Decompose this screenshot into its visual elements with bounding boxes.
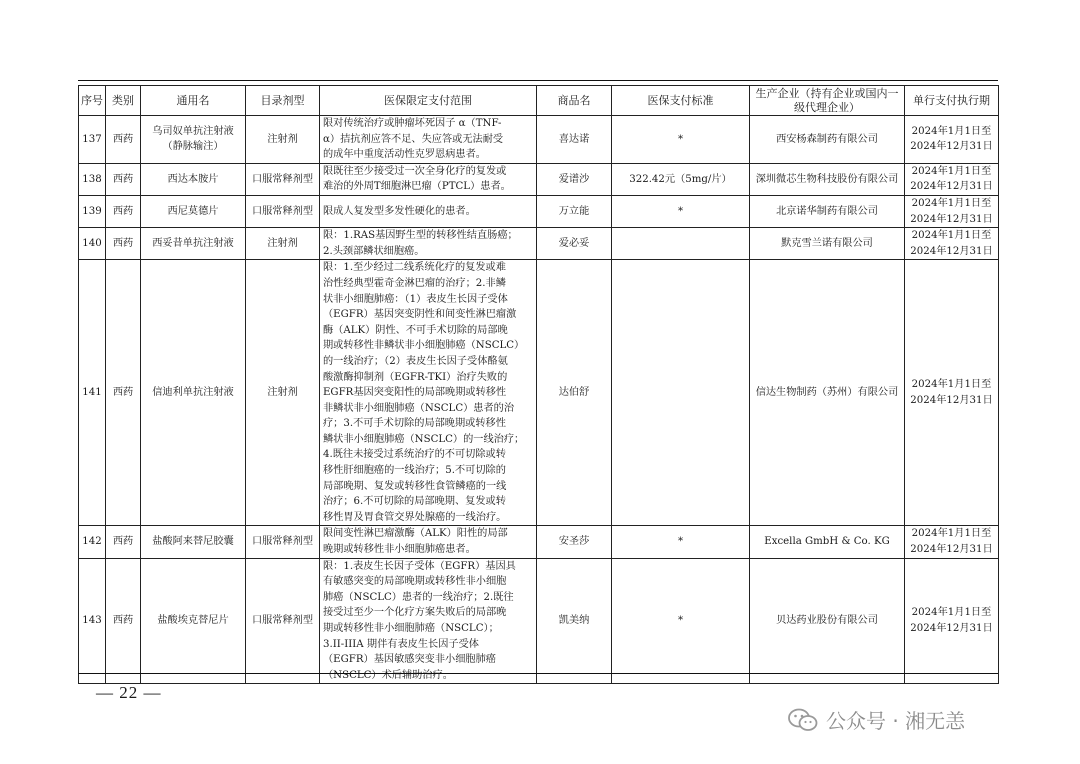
category-cell: 西药 — [106, 228, 141, 260]
payment-scope-cell-line: （NSCLC）术后辅助治疗。 — [323, 669, 453, 681]
execution-period-cell-line: 2024年12月31日 — [910, 544, 993, 556]
payment-scope-cell-line: 疗；3.不可手术切除的局部晚期或转移性 — [323, 418, 506, 430]
payment-scope-cell-line: （EGFR）基因突变阴性和间变性淋巴瘤激 — [323, 309, 517, 321]
row-number: 142 — [79, 526, 106, 558]
generic-name-cell-line: 盐酸阿来替尼胶囊 — [152, 536, 234, 548]
table-row — [79, 260, 999, 526]
execution-period-cell — [905, 228, 999, 260]
payment-standard-cell: * — [612, 195, 750, 227]
payment-scope-cell-line: 移性胃及胃食管交界处腺癌的一线治疗。 — [323, 511, 507, 523]
row-number: 143 — [79, 558, 106, 684]
category-cell: 西药 — [106, 116, 141, 164]
manufacturer-cell: 贝达药业股份有限公司 — [750, 558, 905, 684]
row-number: 137 — [79, 116, 106, 164]
generic-name-cell — [141, 195, 246, 227]
payment-scope-cell-line: 非鳞状非小细胞肺癌（NSCLC）患者的治 — [323, 402, 515, 414]
manufacturer-cell: 西安杨森制药有限公司 — [750, 116, 905, 164]
generic-name-cell-line: 西达本胺片 — [167, 173, 219, 185]
execution-period-cell-line: 2024年1月1日至 — [911, 165, 992, 177]
payment-scope-cell-line: 移性肝细胞癌的一线治疗；5.不可切除的 — [323, 465, 506, 477]
generic-name-cell-line: 信迪利单抗注射液 — [152, 387, 234, 399]
execution-period-cell-line: 2024年1月1日至 — [911, 125, 992, 137]
header-dosage-form: 目录剂型 — [246, 86, 320, 116]
execution-period-cell-line: 2024年12月31日 — [910, 623, 993, 634]
payment-standard-cell: * — [612, 558, 750, 684]
manufacturer-cell: 深圳微芯生物科技股份有限公司 — [750, 163, 905, 195]
generic-name-cell-line: 西妥昔单抗注射液 — [152, 237, 234, 249]
payment-scope-cell — [320, 260, 537, 526]
generic-name-cell — [141, 228, 246, 260]
brand-name-cell: 凯美纳 — [537, 558, 612, 684]
payment-scope-cell-line: 期或转移性非小细胞肺癌（NSCLC）； — [323, 623, 499, 634]
execution-period-cell-line: 2024年12月31日 — [910, 141, 993, 153]
table-row — [79, 163, 999, 195]
dosage-form-cell: 口服常释剂型 — [246, 163, 320, 195]
brand-name-cell: 万立能 — [537, 195, 612, 227]
table-row — [79, 558, 999, 684]
payment-scope-cell-line: 酶（ALK）阴性、不可手术切除的局部晚 — [323, 324, 508, 336]
brand-name-cell: 达伯舒 — [537, 260, 612, 526]
payment-scope-cell-line: 的一线治疗；（2）表皮生长因子受体酪氨 — [323, 355, 508, 367]
payment-scope-cell — [320, 116, 537, 164]
execution-period-cell-line: 2024年1月1日至 — [911, 230, 992, 242]
payment-scope-cell-line: 鳞状非小细胞肺癌（NSCLC）的一线治疗； — [323, 433, 525, 445]
generic-name-cell-line: （静脉输注） — [162, 141, 224, 153]
payment-scope-cell-line: EGFR基因突变阳性的局部晚期或转移性 — [323, 387, 507, 399]
payment-scope-cell-line: 局部晚期、复发或转移性食管鳞癌的一线 — [323, 480, 507, 492]
dosage-form-cell: 口服常释剂型 — [246, 195, 320, 227]
payment-scope-cell-line: 4.既往未接受过系统治疗的不可切除或转 — [323, 449, 506, 461]
row-number: 139 — [79, 195, 106, 227]
generic-name-cell-line: 乌司奴单抗注射液 — [152, 125, 234, 137]
header-execution-period: 单行支付执行期 — [905, 86, 999, 116]
table-bottom-rule — [78, 673, 998, 674]
table-row — [79, 116, 999, 164]
dosage-form-cell: 注射剂 — [246, 116, 320, 164]
execution-period-cell-line: 2024年12月31日 — [910, 213, 993, 225]
watermark — [788, 705, 965, 734]
brand-name-cell: 爱谱沙 — [537, 163, 612, 195]
header-category: 类别 — [106, 86, 141, 116]
brand-name-cell: 喜达诺 — [537, 116, 612, 164]
payment-standard-cell: 322.42元（5mg/片） — [612, 163, 750, 195]
dosage-form-cell: 注射剂 — [246, 260, 320, 526]
table-header-row — [79, 86, 999, 116]
generic-name-cell — [141, 526, 246, 558]
payment-scope-cell-line: 限既往至少接受过一次全身化疗的复发或 — [323, 165, 507, 177]
brand-name-cell: 安圣莎 — [537, 526, 612, 558]
payment-standard-cell — [612, 260, 750, 526]
dosage-form-cell: 口服常释剂型 — [246, 558, 320, 684]
execution-period-cell-line: 2024年12月31日 — [910, 394, 993, 406]
payment-scope-cell-line: 状非小细胞肺癌：（1）表皮生长因子受体 — [323, 293, 508, 305]
row-number: 140 — [79, 228, 106, 260]
category-cell: 西药 — [106, 195, 141, 227]
dosage-form-cell: 口服常释剂型 — [246, 526, 320, 558]
execution-period-cell-line: 2024年12月31日 — [910, 181, 993, 193]
wechat-icon — [788, 708, 818, 732]
watermark-text: 公众号 · 湘无恙 — [826, 709, 966, 733]
execution-period-cell-line: 2024年1月1日至 — [911, 197, 992, 209]
payment-scope-cell — [320, 195, 537, 227]
generic-name-cell-line: 西尼莫德片 — [167, 205, 219, 217]
table-row — [79, 195, 999, 227]
execution-period-cell — [905, 558, 999, 684]
generic-name-cell-line: 盐酸埃克替尼片 — [157, 615, 229, 627]
payment-scope-cell-line: 有敏感突变的局部晚期或转移性非小细胞 — [323, 576, 507, 588]
category-cell: 西药 — [106, 163, 141, 195]
payment-scope-cell-line: 限：1.RAS基因野生型的转移性结直肠癌； — [323, 230, 518, 242]
payment-scope-cell-line: （EGFR）基因敏感突变非小细胞肺癌 — [323, 654, 496, 666]
execution-period-cell-line: 2024年1月1日至 — [911, 528, 992, 540]
payment-scope-cell-line: 治性经典型霍奇金淋巴瘤的治疗；2.非鳞 — [323, 277, 506, 289]
header-payment-standard: 医保支付标准 — [612, 86, 750, 116]
row-number: 138 — [79, 163, 106, 195]
header-no: 序号 — [79, 86, 106, 116]
payment-scope-cell-line: 难治的外周T细胞淋巴瘤（PTCL）患者。 — [323, 181, 511, 193]
category-cell: 西药 — [106, 260, 141, 526]
drug-payment-table — [78, 85, 999, 684]
generic-name-cell — [141, 163, 246, 195]
header-payment-scope: 医保限定支付范围 — [320, 86, 537, 116]
payment-scope-cell-line: 限间变性淋巴瘤激酶（ALK）阳性的局部 — [323, 528, 508, 540]
payment-scope-cell-line: 2.头颈部鳞状细胞癌。 — [323, 245, 425, 257]
header-brand-name: 商品名 — [537, 86, 612, 116]
execution-period-cell — [905, 163, 999, 195]
payment-scope-cell-line: 限：1.至少经过二线系统化疗的复发或难 — [323, 262, 506, 274]
payment-scope-cell-line: 的成年中重度活动性克罗恩病患者。 — [323, 149, 486, 161]
payment-scope-cell-line: 限对传统治疗或肿瘤坏死因子 α（TNF- — [323, 118, 502, 129]
dosage-form-cell: 注射剂 — [246, 228, 320, 260]
payment-standard-cell: * — [612, 116, 750, 164]
header-generic-name: 通用名 — [141, 86, 246, 116]
table-top-rule — [78, 80, 998, 81]
payment-scope-cell — [320, 558, 537, 684]
execution-period-cell — [905, 195, 999, 227]
manufacturer-cell: 北京诺华制药有限公司 — [750, 195, 905, 227]
row-number: 141 — [79, 260, 106, 526]
manufacturer-cell: 信达生物制药（苏州）有限公司 — [750, 260, 905, 526]
payment-standard-cell — [612, 228, 750, 260]
payment-scope-cell — [320, 526, 537, 558]
execution-period-cell-line: 2024年12月31日 — [910, 245, 993, 257]
category-cell: 西药 — [106, 558, 141, 684]
payment-scope-cell-line: 期或转移性非鳞状非小细胞肺癌（NSCLC） — [323, 340, 525, 352]
page-number: — 22 — — [96, 683, 162, 702]
payment-scope-cell-line: 限：1.表皮生长因子受体（EGFR）基因具 — [323, 560, 516, 572]
header-manufacturer: 生产企业（持有企业或国内一级代理企业） — [750, 86, 905, 116]
manufacturer-cell: 默克雪兰诺有限公司 — [750, 228, 905, 260]
execution-period-cell-line: 2024年1月1日至 — [911, 607, 992, 619]
table-row — [79, 526, 999, 558]
execution-period-cell — [905, 116, 999, 164]
execution-period-cell — [905, 260, 999, 526]
execution-period-cell-line: 2024年1月1日至 — [911, 379, 992, 391]
generic-name-cell — [141, 116, 246, 164]
payment-scope-cell-line: 接受过至少一个化疗方案失败后的局部晚 — [323, 607, 507, 619]
payment-scope-cell — [320, 163, 537, 195]
execution-period-cell — [905, 526, 999, 558]
table-row — [79, 228, 999, 260]
payment-scope-cell — [320, 228, 537, 260]
category-cell: 西药 — [106, 526, 141, 558]
payment-scope-cell-line: 肺癌（NSCLC）患者的一线治疗；2.既往 — [323, 591, 514, 603]
generic-name-cell — [141, 260, 246, 526]
payment-scope-cell-line: α）拮抗剂应答不足、失应答或无法耐受 — [323, 133, 504, 145]
payment-standard-cell: * — [612, 526, 750, 558]
payment-scope-cell-line: 晚期或转移性非小细胞肺癌患者。 — [323, 544, 476, 556]
payment-scope-cell-line: 治疗；6.不可切除的局部晚期、复发或转 — [323, 496, 506, 508]
manufacturer-cell: Excella GmbH & Co. KG — [750, 526, 905, 558]
payment-scope-cell-line: 限成人复发型多发性硬化的患者。 — [323, 205, 476, 217]
brand-name-cell: 爱必妥 — [537, 228, 612, 260]
generic-name-cell — [141, 558, 246, 684]
payment-scope-cell-line: 酸激酶抑制剂（EGFR-TKI）治疗失败的 — [323, 371, 508, 383]
payment-scope-cell-line: 3.II-IIIA 期伴有表皮生长因子受体 — [323, 638, 479, 650]
